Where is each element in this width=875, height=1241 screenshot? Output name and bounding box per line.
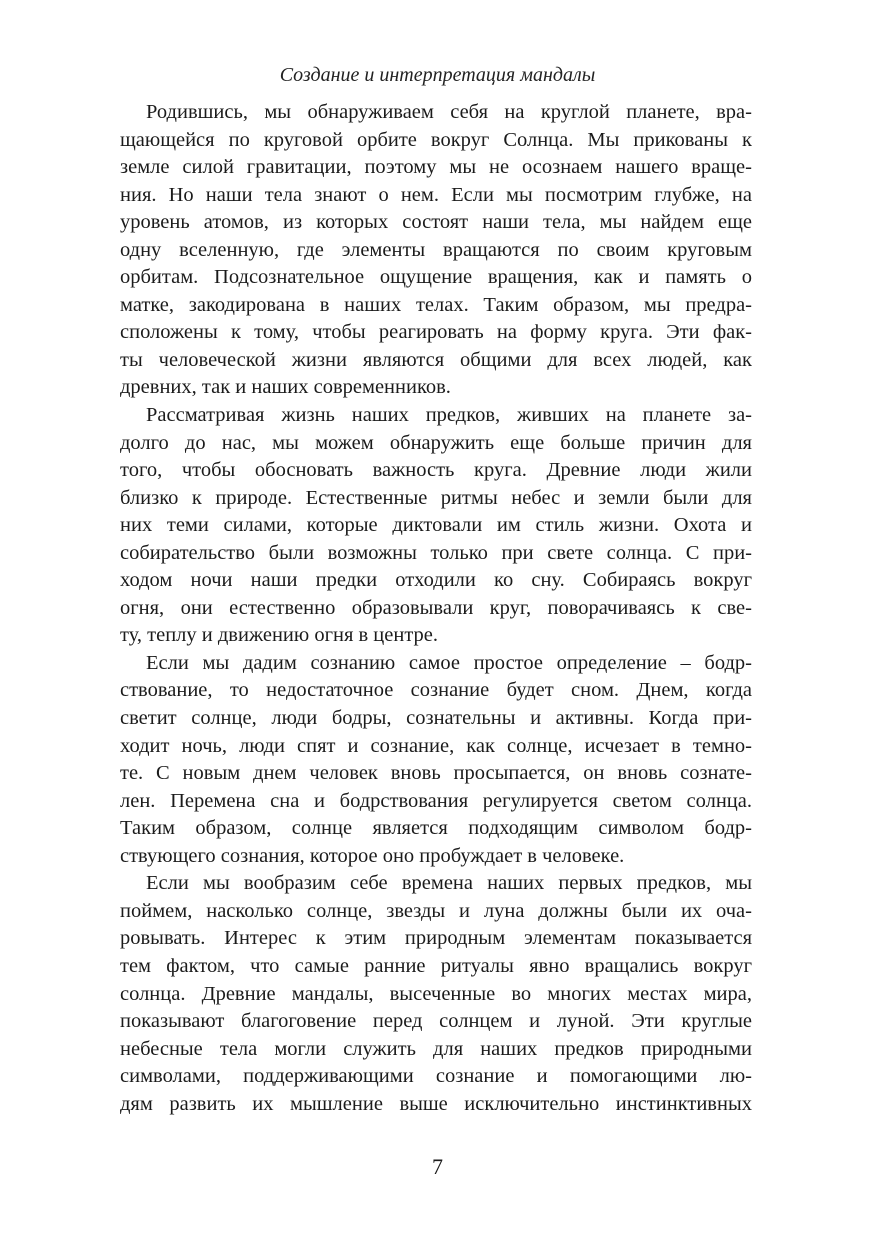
text-line: ровывать. Интерес к этим природным элементам показывается xyxy=(120,927,752,950)
text-line: огня, они естественно образовывали круг, поворачиваясь к све- xyxy=(120,596,752,619)
text-line: уровень атомов, из которых состоят наши тела, мы найдем еще xyxy=(120,211,752,234)
text-line: поймем, насколько солнце, звезды и луна должны были их оча- xyxy=(120,899,752,922)
text-line: них теми силами, которые диктовали им стиль жизни. Охота и xyxy=(120,514,752,537)
text-line: солнца. Древние мандалы, высеченные во многих местах мира, xyxy=(120,982,752,1005)
text-line: показывают благоговение перед солнцем и луной. Эти круглые xyxy=(120,1010,752,1033)
text-line: собирательство были возможны только при свете солнца. С при- xyxy=(120,541,752,564)
text-line: ходит ночь, люди спят и сознание, как солнце, исчезает в темно- xyxy=(120,734,752,757)
text-line: Рассматривая жизнь наших предков, живших на планете за- xyxy=(146,404,752,427)
text-line: Таким образом, солнце является подходящим символом бодр- xyxy=(120,817,752,840)
paragraph-3 xyxy=(120,650,752,870)
text-line: Если мы вообразим себе времена наших первых предков, мы xyxy=(146,872,752,895)
text-line: долго до нас, мы можем обнаружить еще больше причин для xyxy=(120,431,752,454)
page-number: 7 xyxy=(432,1154,443,1179)
text-line: ствующего сознания, которое оно пробуждает в человеке. xyxy=(120,844,625,867)
paragraph-2 xyxy=(120,402,752,650)
running-head-title: Создание и интерпретация мандалы xyxy=(279,64,596,86)
text-line: символами, поддерживающими сознание и помогающими лю- xyxy=(120,1065,752,1088)
text-line: те. С новым днем человек вновь просыпается, он вновь сознате- xyxy=(120,762,752,785)
text-line: сположены к тому, чтобы реагировать на форму круга. Эти фак- xyxy=(120,321,752,344)
text-line: того, чтобы обосновать важность круга. Древние люди жили xyxy=(120,459,752,482)
text-line: дям развить их мышление выше исключительно инстинктивных xyxy=(120,1092,752,1115)
paragraph-1 xyxy=(120,99,752,402)
text-line: небесные тела могли служить для наших предков природными xyxy=(120,1037,752,1060)
paragraph-4 xyxy=(120,870,752,1118)
text-line: светит солнце, люди бодры, сознательны и активны. Когда при- xyxy=(120,707,752,730)
text-line: орбитам. Подсознательное ощущение вращения, как и память о xyxy=(120,266,752,289)
text-line: ствование, то недостаточное сознание будет сном. Днем, когда xyxy=(120,679,752,702)
text-line: древних, так и наших современников. xyxy=(120,376,451,399)
text-line: матке, закодирована в наших телах. Таким образом, мы предра- xyxy=(120,293,752,316)
text-line: ту, теплу и движению огня в центре. xyxy=(120,624,439,647)
text-line: ния. Но наши тела знают о нем. Если мы посмотрим глубже, на xyxy=(120,183,752,206)
text-line: ты человеческой жизни являются общими для всех людей, как xyxy=(120,348,752,371)
text-line: щающейся по круговой орбите вокруг Солнца. Мы прикованы к xyxy=(120,128,752,151)
text-line: земле силой гравитации, поэтому мы не осознаем нашего враще- xyxy=(120,156,752,179)
text-line: лен. Перемена сна и бодрствования регулируется светом солнца. xyxy=(120,789,752,812)
text-line: Родившись, мы обнаруживаем себя на круглой планете, вра- xyxy=(146,101,752,123)
text-line: близко к природе. Естественные ритмы небес и земли были для xyxy=(120,486,752,509)
text-line: тем фактом, что самые ранние ритуалы явно вращались вокруг xyxy=(120,954,752,977)
text-line: Если мы дадим сознанию самое простое определение – бодр- xyxy=(146,651,752,674)
body-text xyxy=(120,99,752,1118)
text-line: ходом ночи наши предки отходили ко сну. Собираясь вокруг xyxy=(120,569,752,592)
text-line: одну вселенную, где элементы вращаются по своим круговым xyxy=(120,238,752,261)
